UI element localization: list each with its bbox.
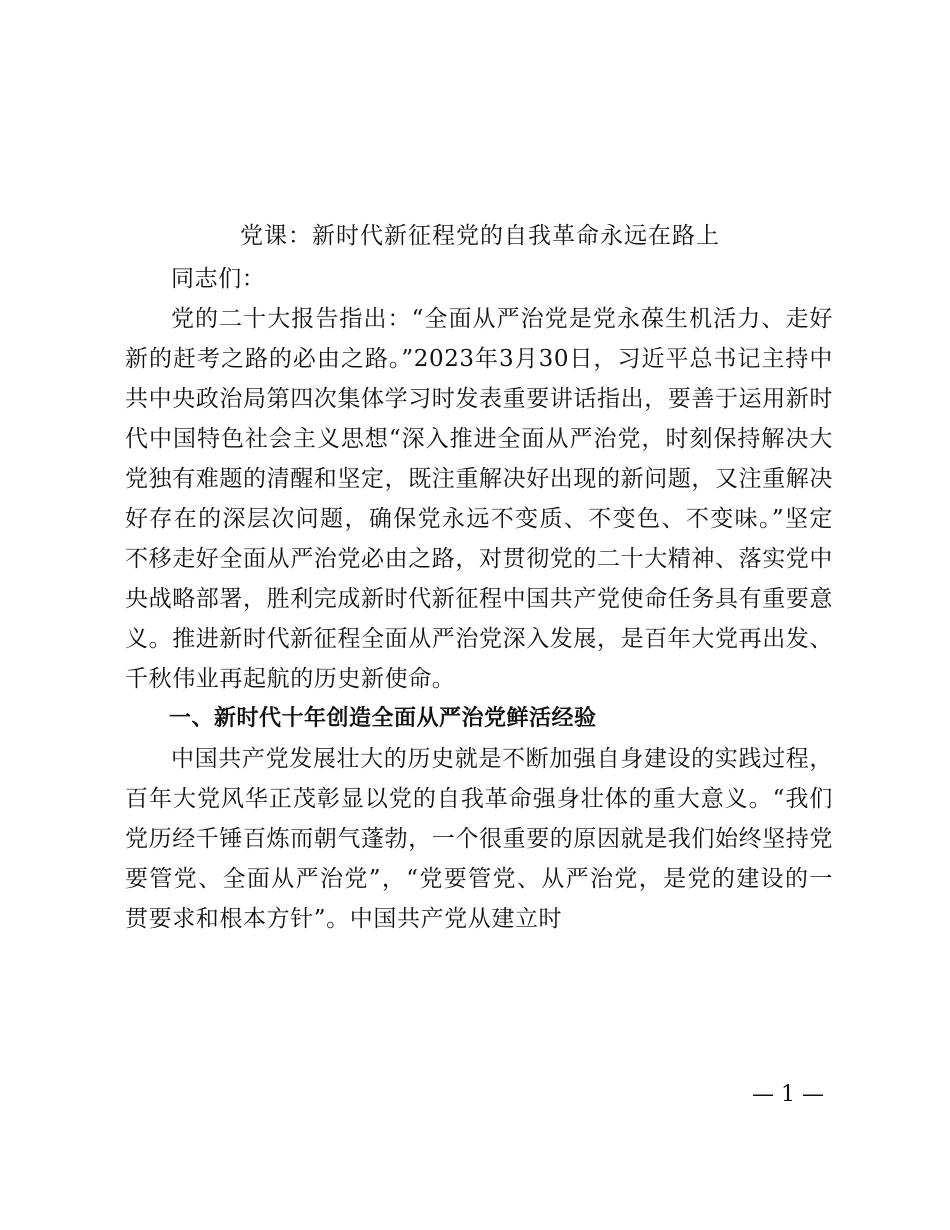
document-body [125,259,833,939]
page-number: — 1 — [752,1082,824,1107]
salutation: 同志们： [171,266,266,292]
section-1-heading: 一、新时代十年创造全面从严治党鲜活经验 [169,706,597,731]
document-title: 党课：新时代新征程党的自我革命永远在路上 [240,223,720,249]
paragraph-2: 中国共产党发展壮大的历史就是不断加强自身建设的实践过程，百年大党风华正茂彰显以党的自我革命强身壮体的重大意义。“我们党历经千锤百炼而朝气蓬勃，一个很重要的原因就是我们始终坚持党要管党、全面从严治党”，“党要管党、从严治党，是党的建设的一贯要求和根本方针”。中国共产党从建立时 [125,746,833,932]
paragraph-1: 党的二十大报告指出：“全面从严治党是党永葆生机活力、走好新的赶考之路的必由之路。”2023年3月30日，习近平总书记主持中共中央政治局第四次集体学习时发表重要讲话指出，要善于运用新时代中国特色社会主义思想“深入推进全面从严治党，时刻保持解决大党独有难题的清醒和坚定，既注重解决好出现的新问题，又注重解决好存在的深层次问题，确保党永远不变质、不变色、不变味。”坚定不移走好全面从严治党必由之路，对贯彻党的二十大精神、落实党中央战略部署，胜利完成新时代新征程中国共产党使命任务具有重要意义。推进新时代新征程全面从严治党深入发展，是百年大党再出发、千秋伟业再起航的历史新使命。 [125,306,833,692]
